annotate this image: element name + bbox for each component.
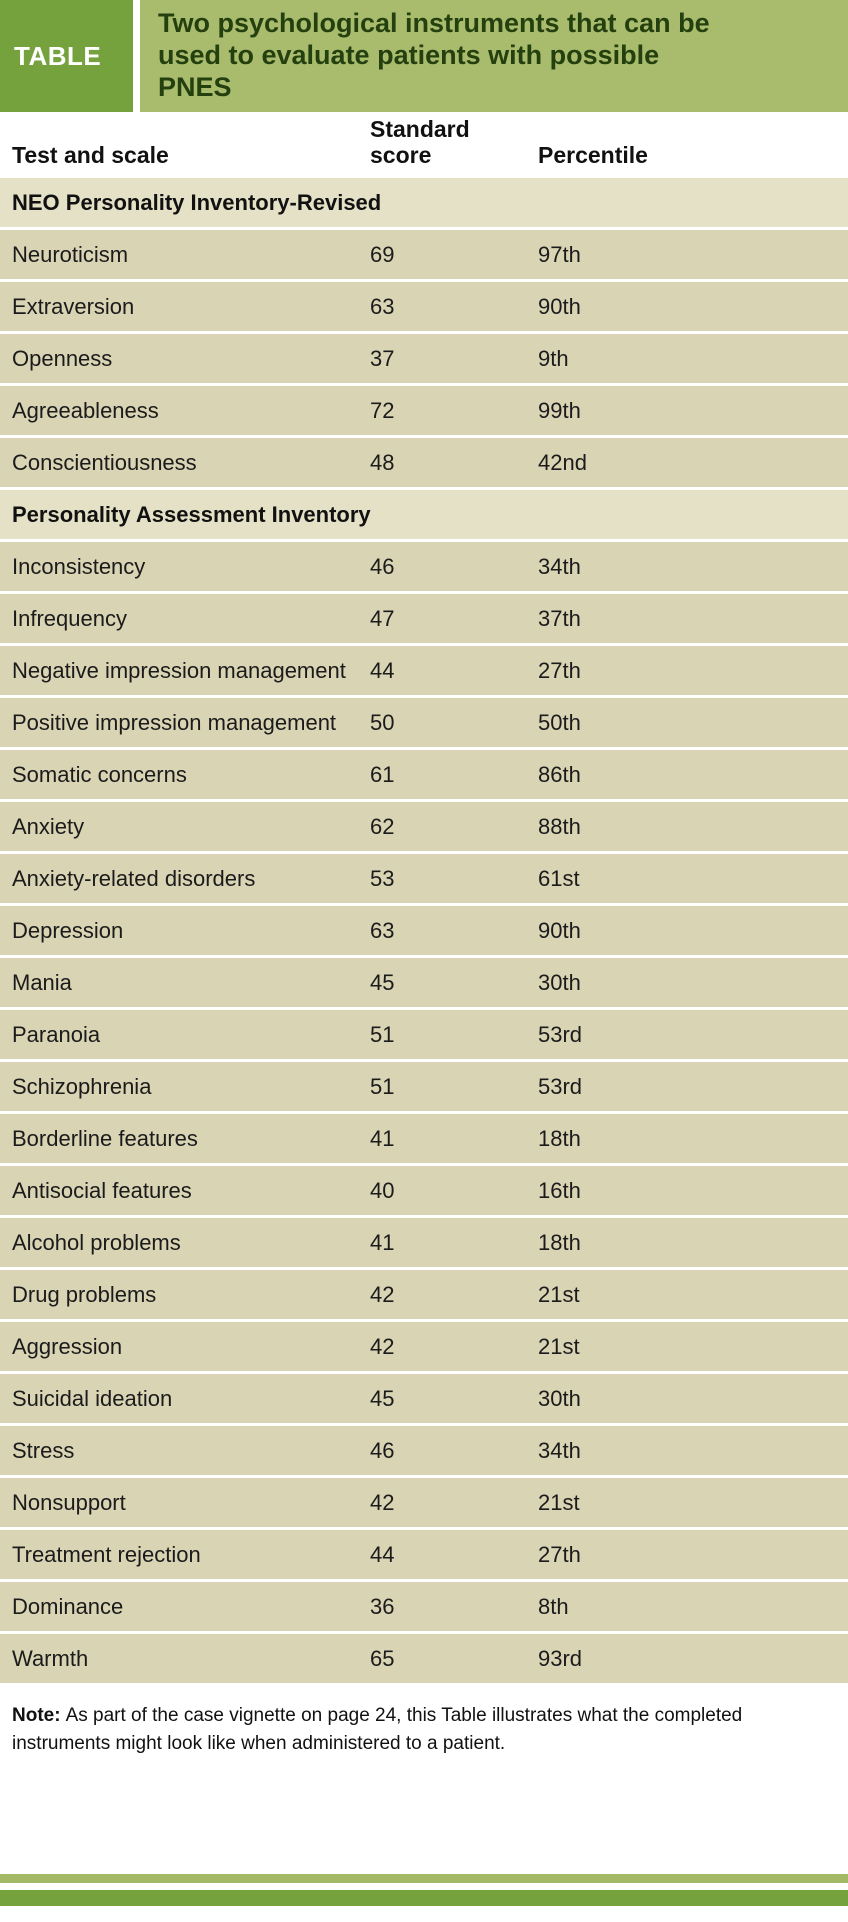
- row-standard-score: 47: [370, 605, 395, 631]
- table-row: [0, 1582, 848, 1634]
- row-standard-score: 44: [370, 657, 395, 683]
- row-percentile: 99th: [538, 397, 581, 423]
- footer-accent-bar-top: [0, 1874, 848, 1883]
- row-standard-score: 45: [370, 969, 395, 995]
- row-test-label: Infrequency: [12, 605, 127, 631]
- table-row: [0, 1374, 848, 1426]
- row-test-label: Depression: [12, 917, 124, 943]
- row-standard-score: 63: [370, 917, 395, 943]
- row-test-label: Stress: [12, 1437, 75, 1463]
- row-percentile: 61st: [538, 865, 580, 891]
- table-title: Two psychological instruments that can be used to evaluate patients with possible PNES: [158, 8, 710, 102]
- row-percentile: 27th: [538, 1541, 581, 1567]
- row-standard-score: 46: [370, 1437, 395, 1463]
- table-row: [0, 594, 848, 646]
- column-header-test-and-scale: Test and scale: [12, 142, 169, 168]
- table-row: [0, 542, 848, 594]
- note-label: Note:: [12, 1705, 61, 1726]
- row-test-label: Positive impression management: [12, 709, 337, 735]
- row-percentile: 50th: [538, 709, 581, 735]
- row-percentile: 88th: [538, 813, 581, 839]
- row-standard-score: 42: [370, 1333, 395, 1359]
- row-standard-score: 63: [370, 293, 395, 319]
- row-test-label: Negative impression management: [12, 657, 346, 683]
- row-standard-score: 41: [370, 1229, 395, 1255]
- row-test-label: Neuroticism: [12, 241, 129, 267]
- row-test-label: Openness: [12, 345, 113, 371]
- row-percentile: 86th: [538, 761, 581, 787]
- row-test-label: Aggression: [12, 1333, 123, 1359]
- row-test-label: Inconsistency: [12, 553, 146, 579]
- row-test-label: Anxiety: [12, 813, 85, 839]
- table-row: [0, 906, 848, 958]
- table-row: [0, 438, 848, 490]
- table-row: [0, 1270, 848, 1322]
- row-test-label: Somatic concerns: [12, 761, 187, 787]
- table-note: [0, 1686, 848, 1757]
- row-standard-score: 51: [370, 1021, 395, 1047]
- table-row: [0, 698, 848, 750]
- row-percentile: 90th: [538, 917, 581, 943]
- row-test-label: Suicidal ideation: [12, 1385, 173, 1411]
- row-test-label: Mania: [12, 969, 72, 995]
- row-test-label: Alcohol problems: [12, 1229, 181, 1255]
- row-percentile: 27th: [538, 657, 581, 683]
- row-percentile: 18th: [538, 1229, 581, 1255]
- row-standard-score: 37: [370, 345, 395, 371]
- table-title-area: [140, 0, 848, 112]
- row-percentile: 34th: [538, 553, 581, 579]
- table-row: [0, 1166, 848, 1218]
- column-header-percentile: Percentile: [538, 142, 648, 168]
- row-standard-score: 40: [370, 1177, 395, 1203]
- row-test-label: Conscientiousness: [12, 449, 197, 475]
- table-row: [0, 1322, 848, 1374]
- row-percentile: 90th: [538, 293, 581, 319]
- row-standard-score: 51: [370, 1073, 395, 1099]
- row-percentile: 8th: [538, 1593, 569, 1619]
- table-row: [0, 230, 848, 282]
- row-test-label: Anxiety-related disorders: [12, 865, 256, 891]
- row-percentile: 9th: [538, 345, 569, 371]
- table-header-band: [0, 0, 848, 112]
- table-row: [0, 802, 848, 854]
- table-row: [0, 958, 848, 1010]
- row-test-label: Paranoia: [12, 1021, 101, 1047]
- table-row: [0, 1478, 848, 1530]
- row-percentile: 37th: [538, 605, 581, 631]
- row-standard-score: 62: [370, 813, 395, 839]
- row-percentile: 53rd: [538, 1073, 583, 1099]
- row-test-label: Dominance: [12, 1593, 124, 1619]
- table-row: [0, 750, 848, 802]
- row-percentile: 21st: [538, 1333, 580, 1359]
- table-row: [0, 386, 848, 438]
- table-kicker: TABLE: [0, 0, 133, 112]
- row-percentile: 30th: [538, 1385, 581, 1411]
- table-row: [0, 1114, 848, 1166]
- section-title: Personality Assessment Inventory: [12, 501, 371, 527]
- row-test-label: Schizophrenia: [12, 1073, 152, 1099]
- row-standard-score: 61: [370, 761, 395, 787]
- row-standard-score: 36: [370, 1593, 395, 1619]
- column-header-row: [0, 112, 848, 178]
- table-row: [0, 854, 848, 906]
- row-standard-score: 44: [370, 1541, 395, 1567]
- row-percentile: 42nd: [538, 449, 587, 475]
- section-header-row: [0, 490, 848, 542]
- row-test-label: Borderline features: [12, 1125, 198, 1151]
- footer-accent-bar-bottom: [0, 1890, 848, 1906]
- table-row: [0, 1426, 848, 1478]
- row-percentile: 21st: [538, 1489, 580, 1515]
- table-row: [0, 1634, 848, 1686]
- row-percentile: 53rd: [538, 1021, 583, 1047]
- row-standard-score: 42: [370, 1281, 395, 1307]
- row-test-label: Warmth: [12, 1645, 89, 1671]
- row-standard-score: 53: [370, 865, 395, 891]
- row-test-label: Extraversion: [12, 293, 135, 319]
- row-test-label: Antisocial features: [12, 1177, 192, 1203]
- row-standard-score: 41: [370, 1125, 395, 1151]
- row-standard-score: 72: [370, 397, 395, 423]
- table-row: [0, 1218, 848, 1270]
- table-row: [0, 334, 848, 386]
- row-standard-score: 50: [370, 709, 395, 735]
- table-row: [0, 282, 848, 334]
- row-percentile: 34th: [538, 1437, 581, 1463]
- column-header-standard-score: Standard score: [370, 117, 470, 168]
- row-percentile: 93rd: [538, 1645, 583, 1671]
- table-body: [0, 178, 848, 1686]
- row-test-label: Drug problems: [12, 1281, 157, 1307]
- row-percentile: 97th: [538, 241, 581, 267]
- section-header-row: [0, 178, 848, 230]
- row-standard-score: 42: [370, 1489, 395, 1515]
- row-standard-score: 46: [370, 553, 395, 579]
- table-row: [0, 646, 848, 698]
- row-standard-score: 65: [370, 1645, 395, 1671]
- row-percentile: 18th: [538, 1125, 581, 1151]
- row-percentile: 30th: [538, 969, 581, 995]
- row-percentile: 16th: [538, 1177, 581, 1203]
- row-standard-score: 48: [370, 449, 395, 475]
- table-row: [0, 1530, 848, 1582]
- row-test-label: Agreeableness: [12, 397, 159, 423]
- row-standard-score: 45: [370, 1385, 395, 1411]
- table-row: [0, 1062, 848, 1114]
- row-test-label: Treatment rejection: [12, 1541, 201, 1567]
- row-percentile: 21st: [538, 1281, 580, 1307]
- row-standard-score: 69: [370, 241, 395, 267]
- row-test-label: Nonsupport: [12, 1489, 126, 1515]
- note-text: As part of the case vignette on page 24, this Table illustrates what the completed instruments might look like when administered to a patient.: [12, 1705, 743, 1754]
- table-row: [0, 1010, 848, 1062]
- section-title: NEO Personality Inventory-Revised: [12, 189, 382, 215]
